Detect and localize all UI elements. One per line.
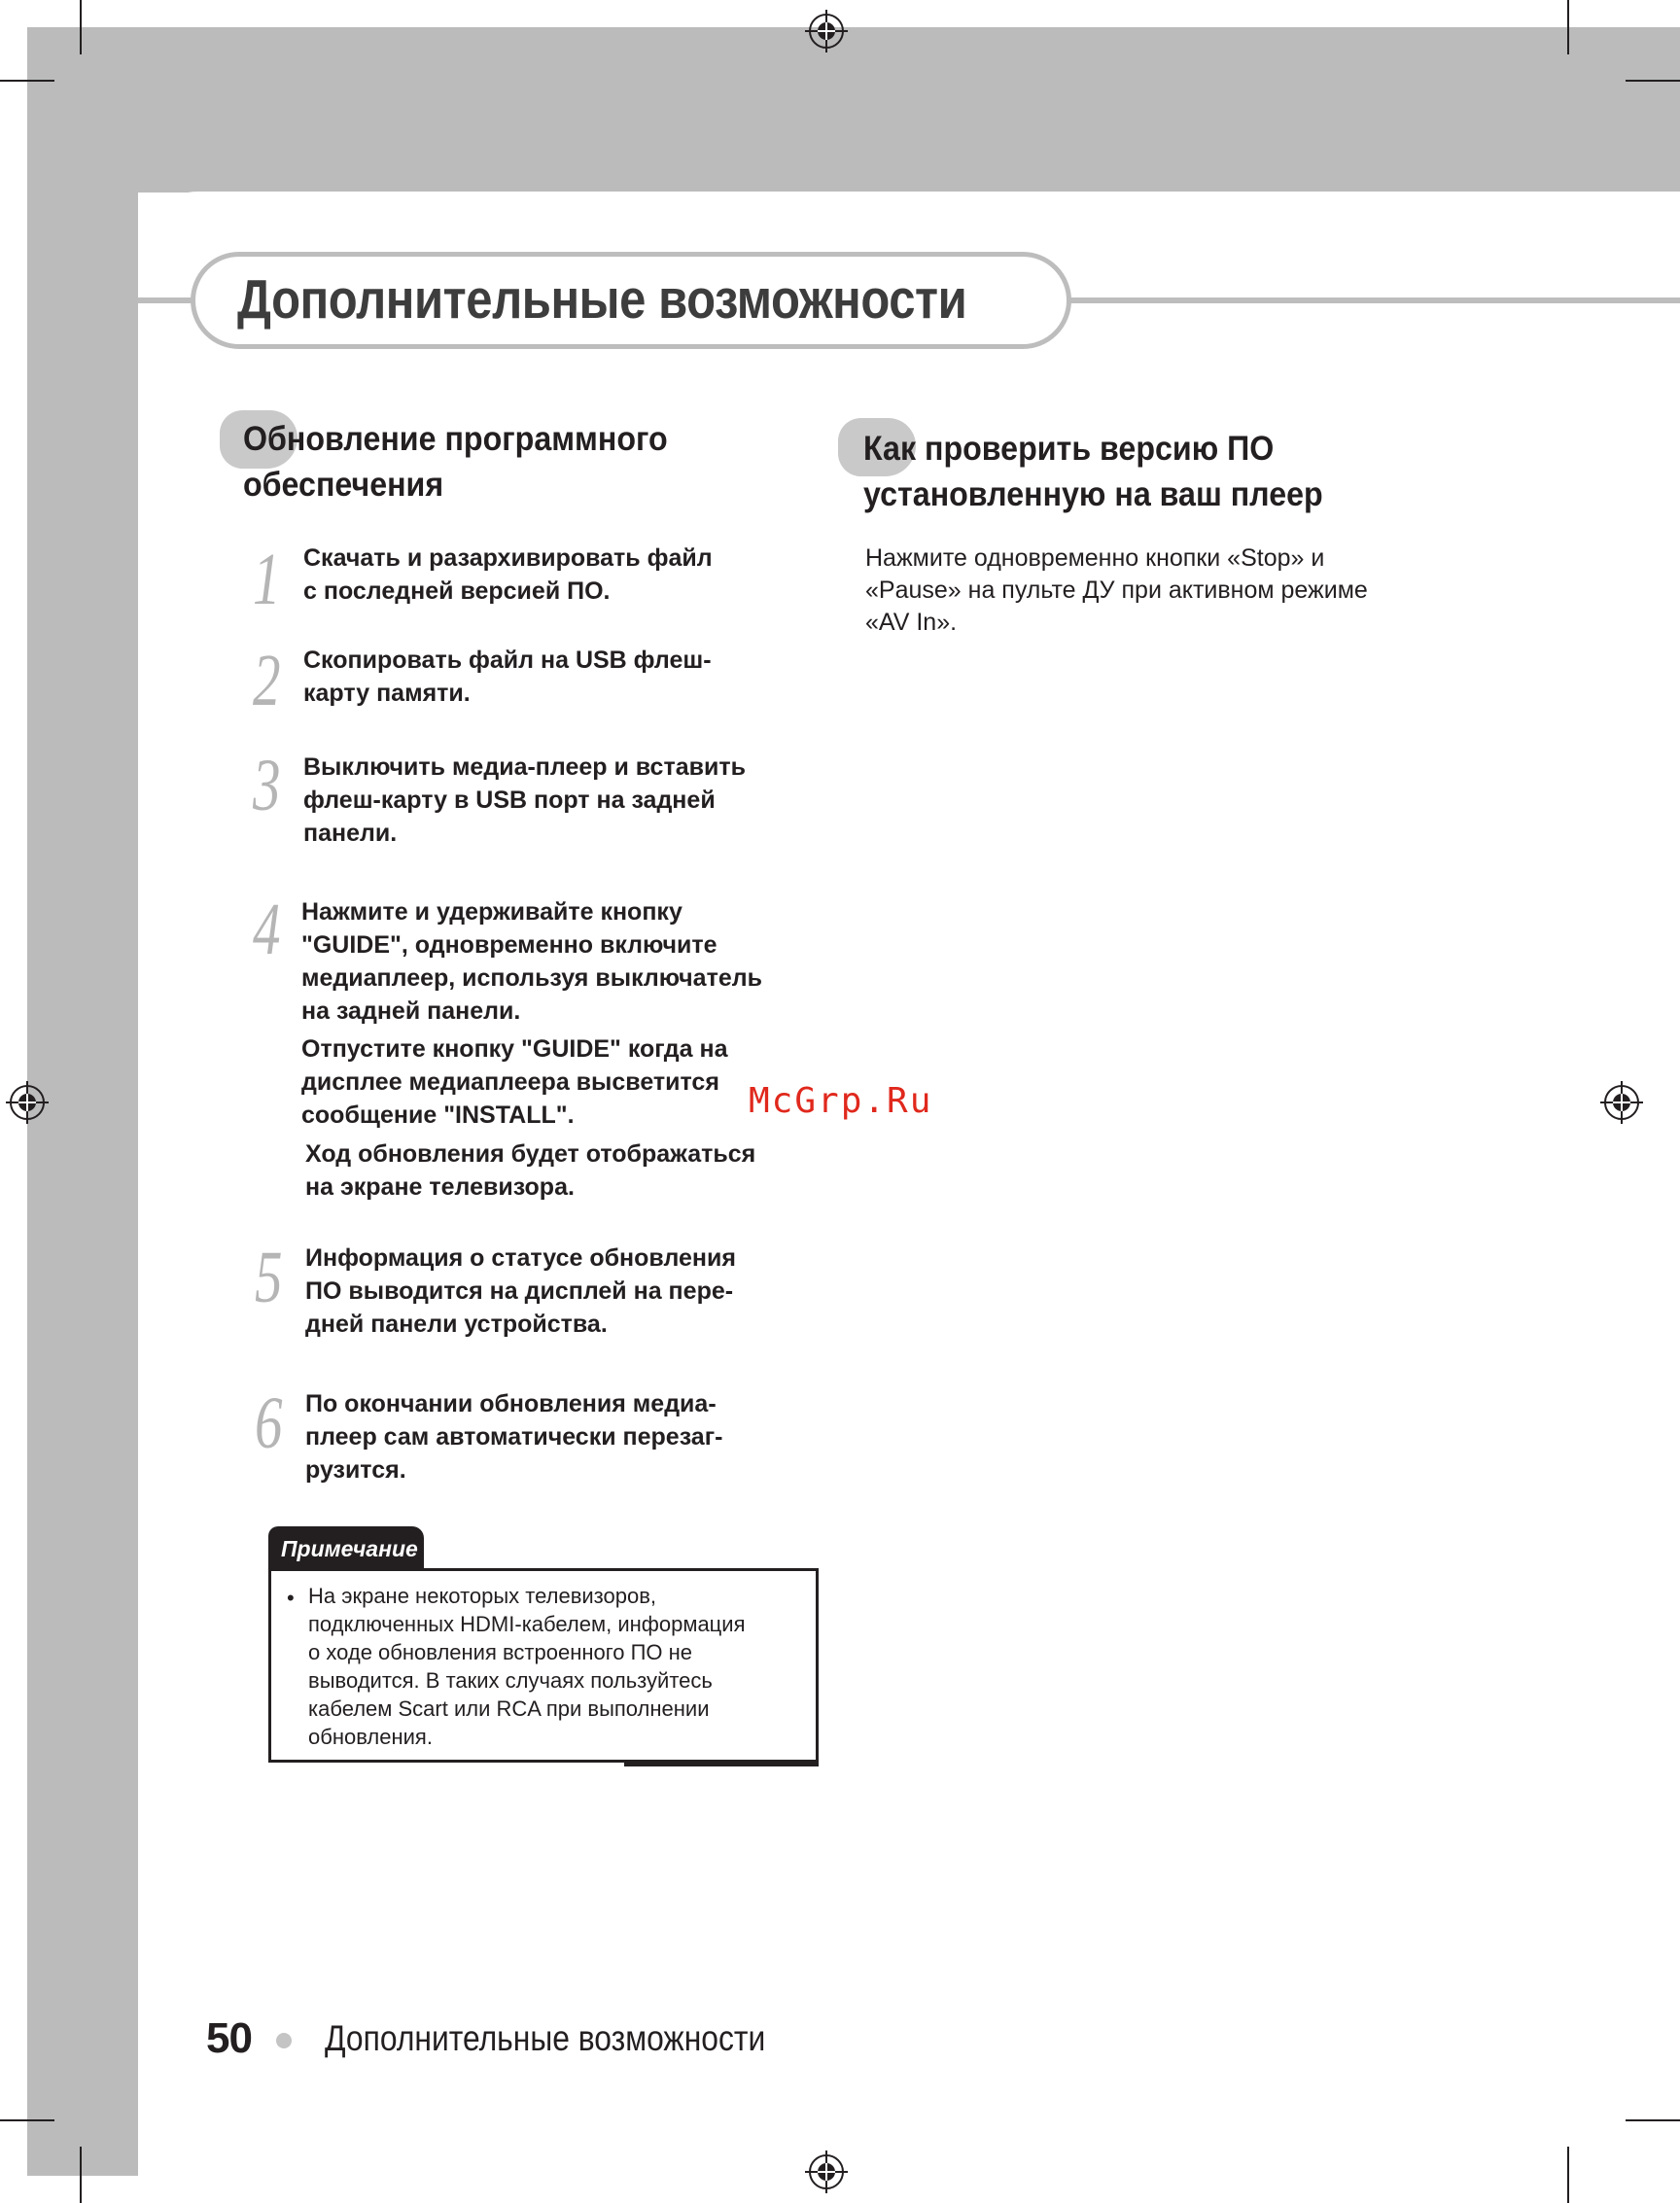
step-text: Нажмите и удерживайте кнопку "GUIDE", одновременно включите медиаплеер, используя выключатель на задней панели. <box>301 898 762 1025</box>
note-bullet: • <box>287 1586 295 1610</box>
registration-mark-icon <box>1600 1081 1643 1124</box>
step-text: По окончании обновления медиа- плеер сам автоматически перезаг- рузится. <box>305 1390 723 1484</box>
step-text: Скачать и разархивировать файл с последней версией ПО. <box>303 544 713 605</box>
step-number: 3 <box>253 745 281 826</box>
footer-section-title: Дополнительные возможности <box>325 2018 766 2058</box>
step-number: 2 <box>253 640 281 721</box>
page-title: Дополнительные возможности <box>237 268 967 331</box>
header-band <box>27 27 1680 192</box>
step-text-continued: Отпустите кнопку "GUIDE" когда на дисплее медиаплеера высветится сообщение "INSTALL". <box>301 1035 728 1129</box>
crop-mark <box>1626 2119 1680 2121</box>
crop-mark <box>1567 0 1569 54</box>
crop-mark <box>0 80 54 82</box>
registration-mark-icon <box>6 1081 49 1124</box>
crop-mark <box>80 2147 82 2203</box>
step-text: Скопировать файл на USB флеш- карту памяти. <box>303 647 712 707</box>
title-rule-left <box>138 297 196 303</box>
step-number: 6 <box>255 1382 283 1464</box>
step-number: 5 <box>255 1237 283 1318</box>
step-text-continued: Ход обновления будет отображаться на экране телевизора. <box>305 1140 756 1201</box>
watermark: McGrp.Ru <box>749 1081 933 1121</box>
section-title: Как проверить версию ПО установленную на ваш плеер <box>863 430 1323 513</box>
title-rule-right <box>1068 297 1680 303</box>
note-label: Примечание <box>268 1526 424 1569</box>
note-text: На экране некоторых телевизоров, подключенных HDMI-кабелем, информация о ходе обновления встроенного ПО не выводится. В таких случаях пользуйтесь кабелем Scart или RCA при выполнении обновления. <box>308 1584 746 1749</box>
step-text: Информация о статусе обновления ПО выводится на дисплей на пере- дней панели устройства. <box>305 1244 736 1338</box>
footer-dot-icon <box>276 2033 292 2048</box>
registration-mark-icon <box>805 2151 848 2193</box>
page-number: 50 <box>206 2014 252 2062</box>
crop-mark <box>80 0 82 54</box>
section-body: Нажмите одновременно кнопки «Stop» и «Pause» на пульте ДУ при активном режиме «AV In». <box>865 544 1368 636</box>
crop-mark <box>0 2119 54 2121</box>
crop-mark <box>1567 2147 1569 2203</box>
step-number: 1 <box>253 539 281 620</box>
registration-mark-icon <box>805 10 848 52</box>
section-title: Обновление программного обеспечения <box>243 420 668 504</box>
crop-mark <box>1626 80 1680 82</box>
step-number: 4 <box>253 889 281 970</box>
step-text: Выключить медиа-плеер и вставить флеш-карту в USB порт на задней панели. <box>303 753 746 847</box>
